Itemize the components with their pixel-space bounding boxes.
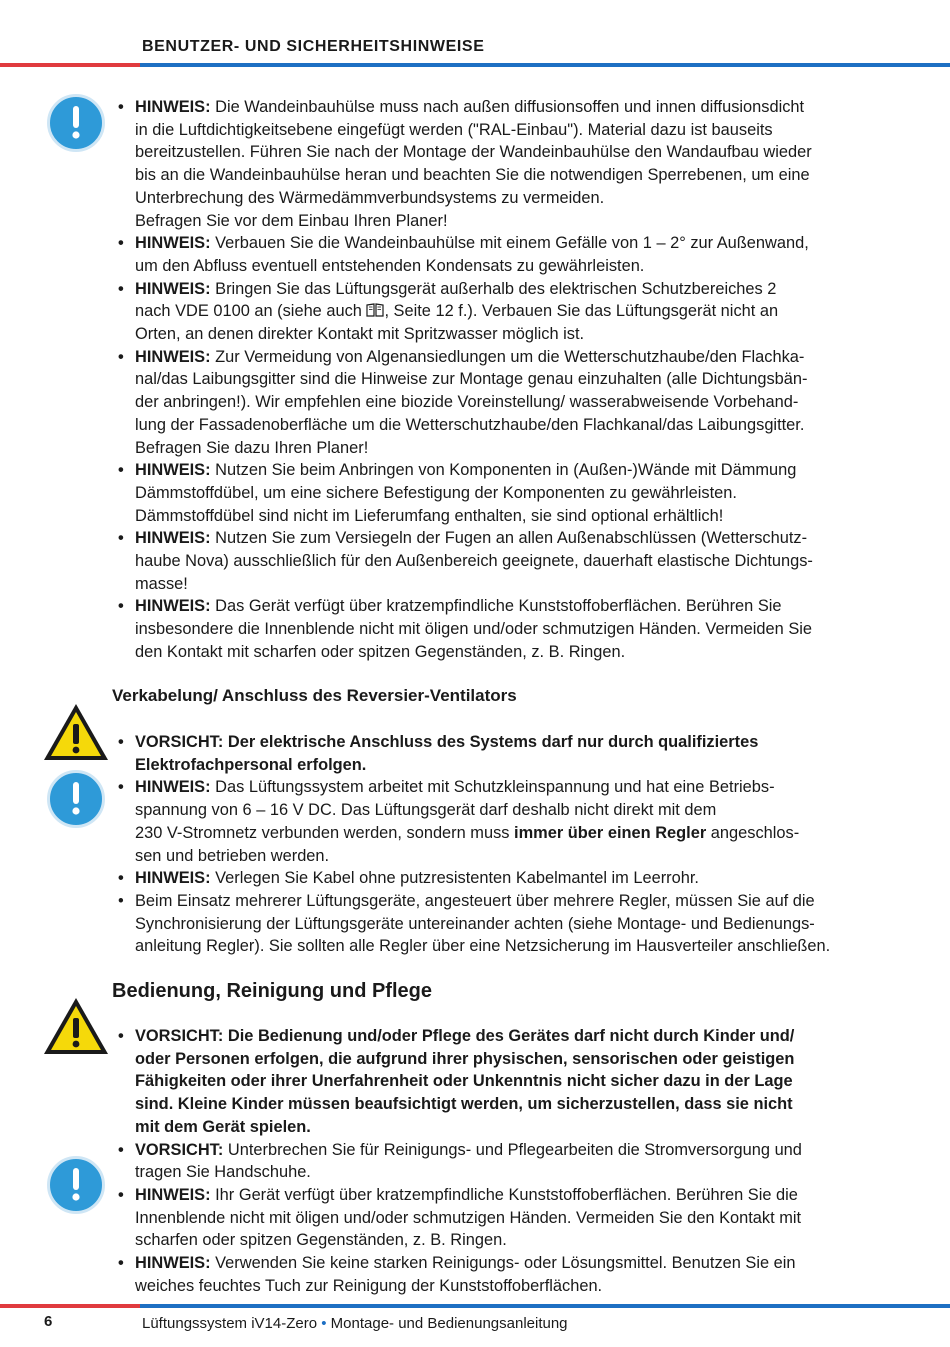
book-icon (366, 303, 384, 317)
header-divider (0, 63, 950, 67)
warning-icon (42, 996, 110, 1056)
list-item: • HINWEIS: Die Wandeinbauhülse muss nach außen diffusionsoffen und innen diffusionsdicht in die Luftdichtigkeitsebene eingefügt werden ("RAL-Einbau"). Material dazu ist bauseits bereitzustellen. Führen Sie nach der Montage der Wandeinbauhülse den Wandaufbau wieder bis an die Wandeinbauhülse heran und beachten Sie die notwendigen Sperrebenen, um eine Unterbrechung des Wärmedämmverbundsystems zu vermeiden. Befragen Sie vor dem Einbau Ihren Planer! (114, 96, 894, 232)
warning-icon (42, 702, 110, 762)
list-item: • VORSICHT: Der elektrische Anschluss des Systems darf nur durch qualifiziertes Elektrofachpersonal erfolgen. (114, 731, 894, 776)
list-item: • HINWEIS: Nutzen Sie beim Anbringen von Komponenten in (Außen-)Wände mit Dämmung Dämmstoffdübel, um eine sichere Befestigung der Komponenten zu gewährleisten. Dämmstoffdübel sind nicht im Lieferumfang enthalten, sie sind optional erhältlich! (114, 459, 894, 527)
list-item: • HINWEIS: Bringen Sie das Lüftungsgerät außerhalb des elektrischen Schutzbereiches 2 nach VDE 0100 an (siehe auch , Seite 12 f.). Verbauen Sie das Lüftungsgerät nicht an Orten, an denen direkter Kontakt mit Spritzwasser möglich ist. (114, 278, 894, 346)
list-item: • HINWEIS: Nutzen Sie zum Versiegeln der Fugen an allen Außenabschlüssen (Wetterschutz- haube Nova) ausschließlich für den Außenbereich geeignete, dauerhaft elastische Dichtungs- masse! (114, 527, 894, 595)
footer-title (142, 1315, 568, 1332)
notice-list-wiring (114, 731, 894, 958)
info-icon (47, 1156, 105, 1214)
list-item: • Beim Einsatz mehrerer Lüftungsgeräte, angesteuert über mehrere Regler, müssen Sie auf die Synchronisierung der Lüftungsgeräte untereinander achten (siehe Montage- und Bedienungs- anleitung Regler). Sie sollten alle Regler über eine Netzsicherung im Hausverteiler anschließen. (114, 890, 894, 958)
list-item: • HINWEIS: Zur Vermeidung von Algenansiedlungen um die Wetterschutzhaube/den Flachka- nal/das Laibungsgitter sind die Hinweise zur Montage genau einzuhalten (alle Dichtungsbän- der anbringen!). Wir empfehlen eine biozide Voreinstellung/ wasserabweisende Vorbehand- lung der Fassadenoberfläche um die Wetterschutzhaube/den Flachkanal/das Laibungsgitter. Befragen Sie dazu Ihren Planer! (114, 346, 894, 460)
list-item: • HINWEIS: Das Lüftungssystem arbeitet mit Schutzkleinspannung und hat eine Betriebs- spannung von 6 – 16 V DC. Das Lüftungsgerät darf deshalb nicht direkt mit dem 230 V-Stromnetz verbunden werden, sondern muss immer über einen Regler angeschlos- sen und betrieben werden. (114, 776, 894, 867)
list-item: • HINWEIS: Ihr Gerät verfügt über kratzempfindliche Kunststoffoberflächen. Berühren Sie die Innenblende nicht mit öligen und/oder schmutzigen Händen. Vermeiden Sie den Kontakt mit scharfen oder spitzen Gegenständen, z. B. Ringen. (114, 1184, 894, 1252)
footer-divider (0, 1304, 950, 1308)
list-item: • HINWEIS: Verlegen Sie Kabel ohne putzresistenten Kabelmantel im Leerrohr. (114, 867, 894, 890)
section-heading: Bedienung, Reinigung und Pflege (112, 980, 432, 1002)
info-icon (47, 770, 105, 828)
list-item: • HINWEIS: Das Gerät verfügt über kratzempfindliche Kunststoffoberflächen. Berühren Sie insbesondere die Innenblende nicht mit öligen und/oder schmutzigen Händen. Vermeiden Sie den Kontakt mit scharfen oder spitzen Gegenständen, z. B. Ringen. (114, 595, 894, 663)
list-item: • HINWEIS: Verwenden Sie keine starken Reinigungs- oder Lösungsmittel. Benutzen Sie ein weiches feuchtes Tuch zur Reinigung der Kunststoffoberflächen. (114, 1252, 894, 1297)
list-item: • HINWEIS: Verbauen Sie die Wandeinbauhülse mit einem Gefälle von 1 – 2° zur Außenwand, um den Abfluss eventuell entstehenden Kondensats zu gewährleisten. (114, 232, 894, 277)
footer-separator: • (317, 1315, 331, 1332)
page-number: 6 (44, 1313, 53, 1330)
footer-doc: Montage- und Bedienungsanleitung (330, 1315, 568, 1332)
page-header-title: BENUTZER- UND SICHERHEITSHINWEISE (142, 38, 485, 55)
notice-list-care (114, 1025, 894, 1297)
list-item: • VORSICHT: Die Bedienung und/oder Pflege des Gerätes darf nicht durch Kinder und/ oder Personen erfolgen, die aufgrund ihrer physischen, sensorischen oder geistigen Fähigkeiten oder ihrer Unerfahrenheit oder Unkenntnis nicht sicher dazu in der Lage sind. Kleine Kinder müssen beaufsichtigt werden, um sicherzustellen, dass sie nicht mit dem Gerät spielen. (114, 1025, 894, 1139)
list-item: • VORSICHT: Unterbrechen Sie für Reinigungs- und Pflegearbeiten die Stromversorgung und tragen Sie Handschuhe. (114, 1139, 894, 1184)
notice-list-installation (114, 96, 894, 664)
info-icon (47, 94, 105, 152)
subsection-heading: Verkabelung/ Anschluss des Reversier-Ventilators (112, 686, 517, 705)
footer-product: Lüftungssystem iV14-Zero (142, 1315, 318, 1332)
